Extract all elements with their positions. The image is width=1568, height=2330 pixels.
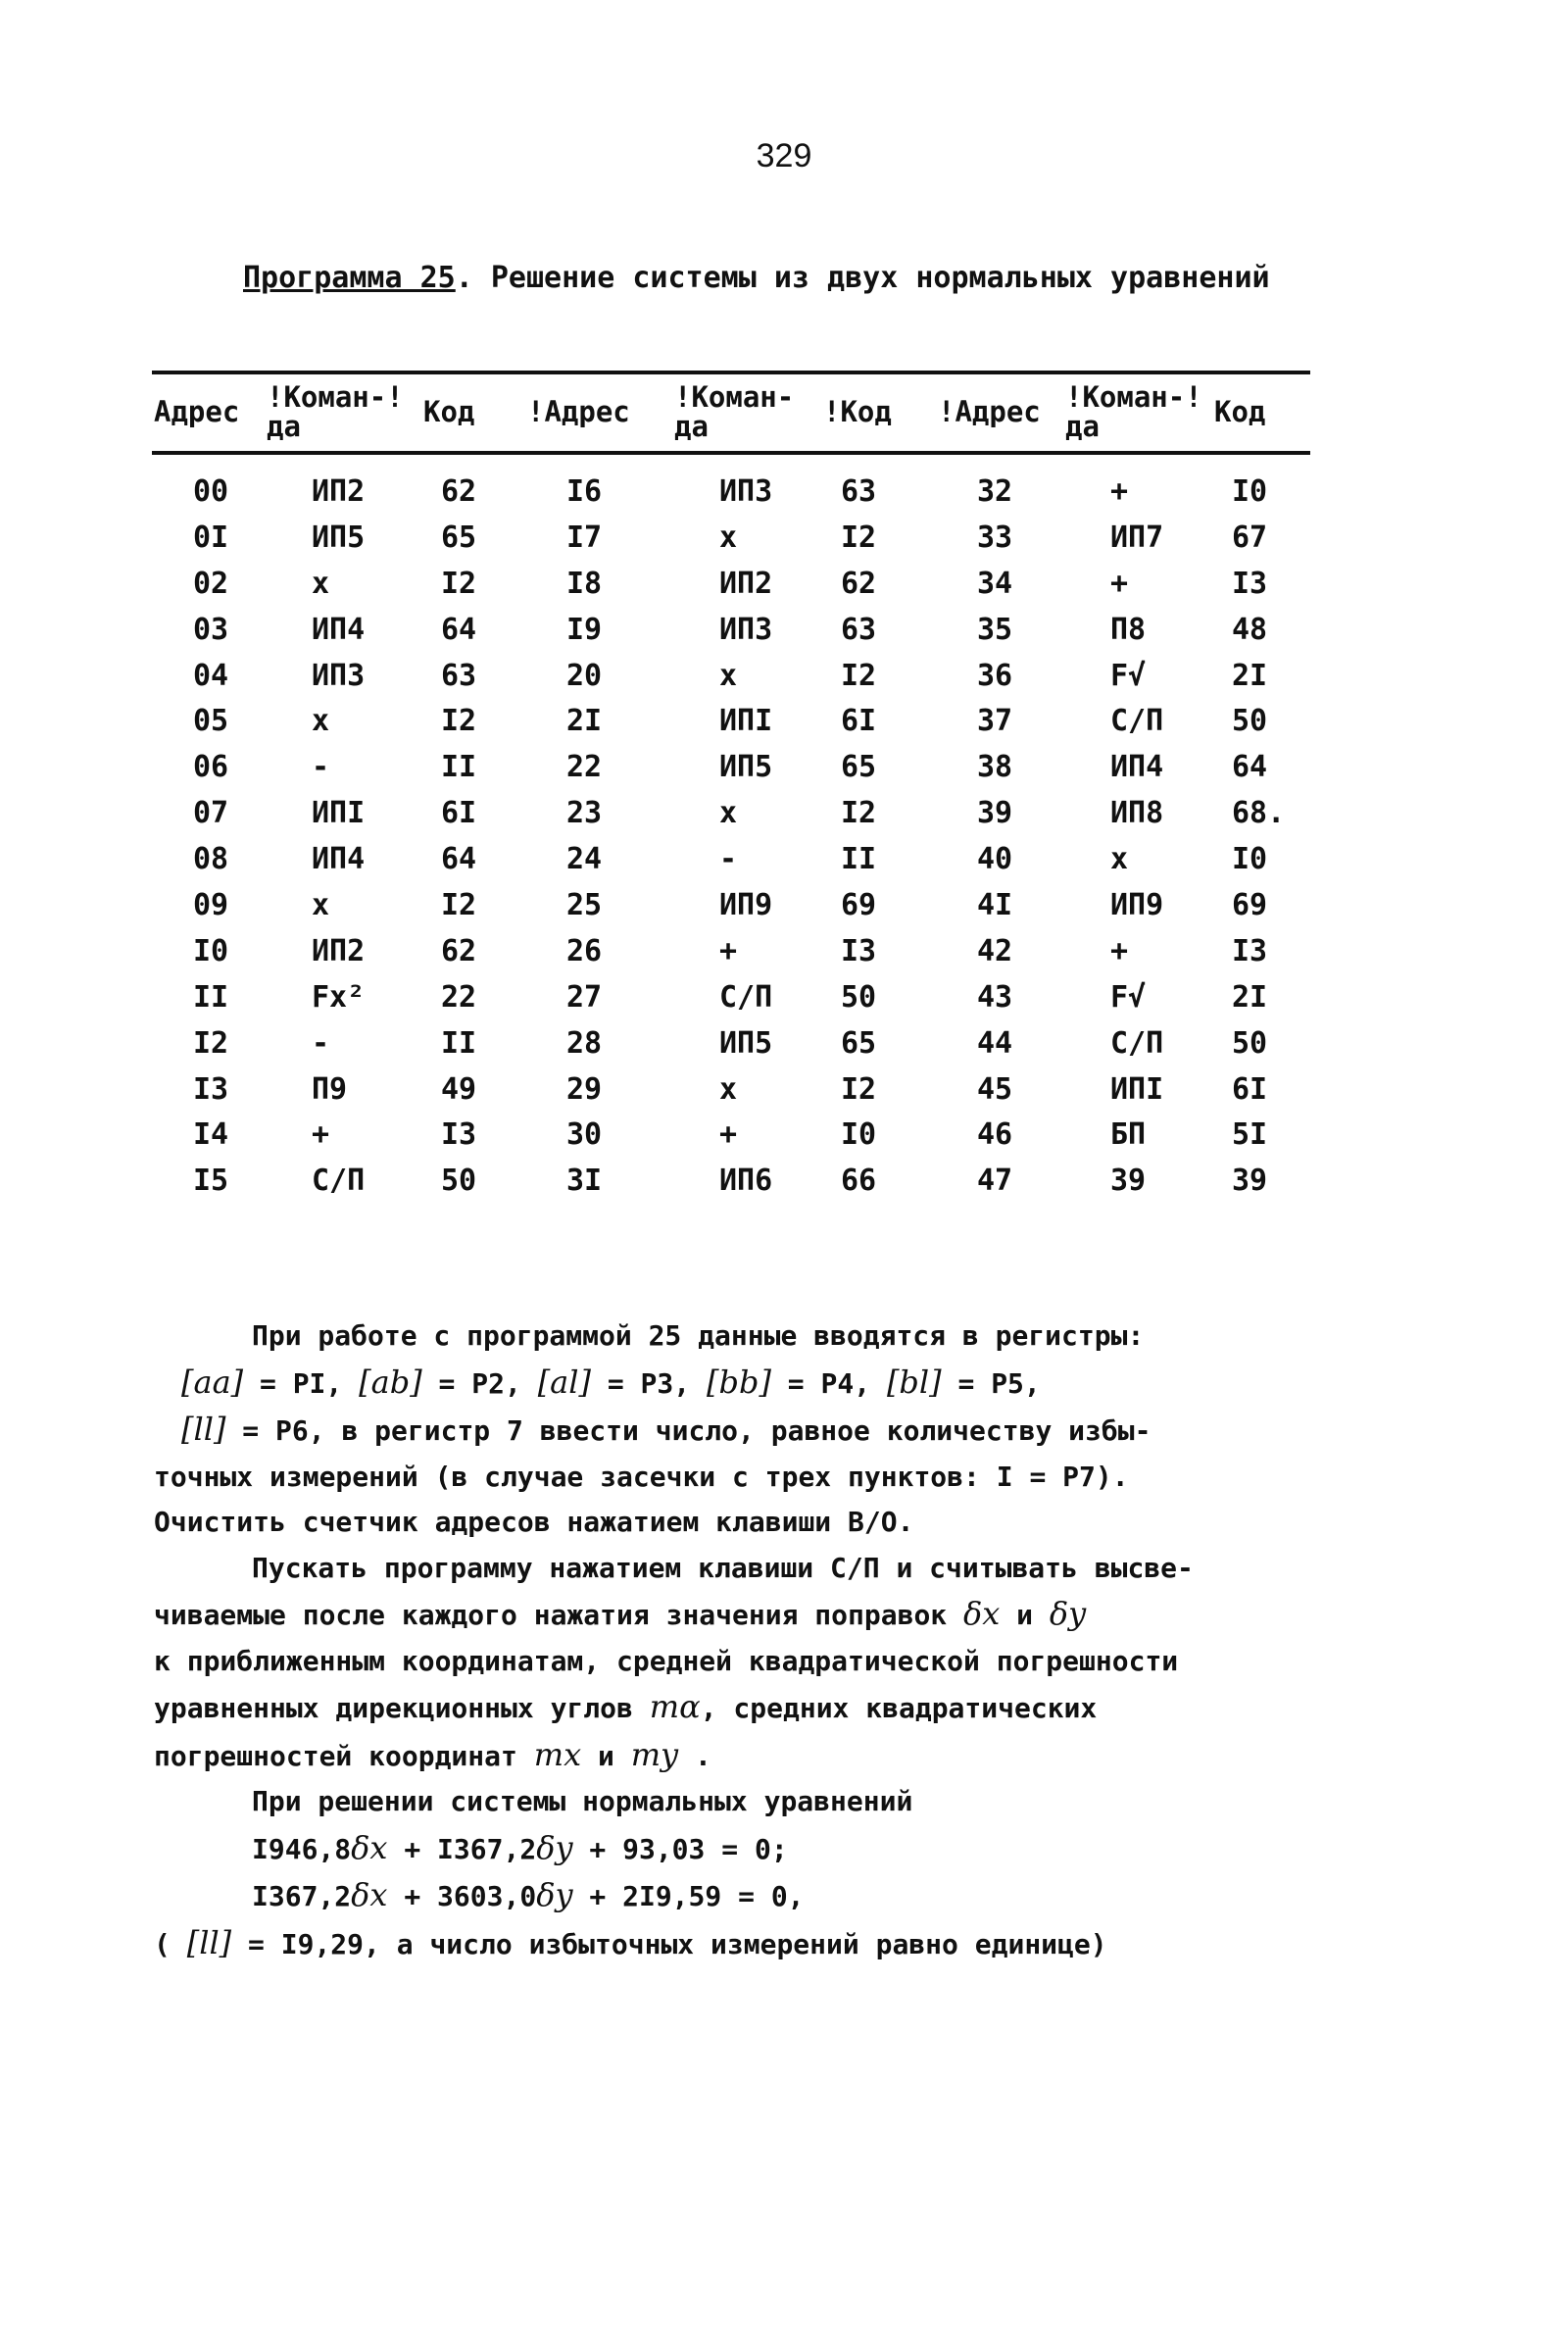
text-run: I946,8 bbox=[252, 1832, 352, 1865]
cell-code: 2I bbox=[1232, 658, 1268, 693]
cell-code: 64 bbox=[441, 612, 477, 647]
sum-ll: [ll] bbox=[181, 1411, 226, 1448]
table-row bbox=[152, 561, 1310, 607]
header-command-bottom: да bbox=[1065, 410, 1100, 443]
cell-command: ИП4 bbox=[312, 612, 366, 647]
cell-command: x bbox=[719, 1071, 738, 1107]
text-run: + I367,2 bbox=[387, 1832, 537, 1865]
table-row bbox=[152, 1158, 1310, 1204]
text-run: уравненных дирекционных углов bbox=[154, 1692, 650, 1724]
text-run: ( bbox=[154, 1927, 187, 1960]
cell-address: 24 bbox=[566, 842, 603, 877]
cell-address: 27 bbox=[566, 979, 603, 1015]
cell-command: ИП7 bbox=[1110, 520, 1164, 555]
cell-code: 50 bbox=[1232, 704, 1268, 739]
cell-command: x bbox=[312, 887, 330, 922]
text-run: . bbox=[678, 1739, 711, 1772]
cell-code: 62 bbox=[441, 933, 477, 968]
table-row bbox=[152, 607, 1310, 653]
cell-code: 48 bbox=[1232, 612, 1268, 647]
cell-command: x bbox=[719, 796, 738, 831]
cell-code: I2 bbox=[841, 520, 877, 555]
cell-address: 35 bbox=[977, 612, 1013, 647]
cell-code: 63 bbox=[841, 612, 877, 647]
table-row bbox=[152, 1066, 1310, 1113]
cell-address: 36 bbox=[977, 658, 1013, 693]
text-run: + 3603,0 bbox=[387, 1880, 537, 1912]
program-table bbox=[152, 371, 1310, 1204]
cell-code: I2 bbox=[841, 796, 877, 831]
cell-command: ИПI bbox=[312, 796, 366, 831]
text-run: погрешностей координат bbox=[154, 1739, 534, 1772]
delta-x: δx bbox=[963, 1595, 1001, 1632]
body-line: Пускать программу нажатием клавиши С/П и считывать высве- bbox=[252, 1551, 1194, 1584]
cell-command: Fx² bbox=[312, 979, 366, 1015]
text-run: = P3, bbox=[590, 1366, 707, 1400]
cell-code: I2 bbox=[841, 1071, 877, 1107]
body-line bbox=[154, 1684, 1330, 1732]
header-address: !Адрес bbox=[938, 395, 1041, 428]
table-header bbox=[152, 372, 1310, 453]
program-caption bbox=[243, 261, 1370, 295]
table-row bbox=[152, 653, 1310, 699]
cell-command: ИП5 bbox=[719, 1025, 773, 1061]
cell-command: ИП3 bbox=[719, 473, 773, 509]
cell-address: 4I bbox=[977, 887, 1013, 922]
delta-x: δx bbox=[351, 1828, 388, 1866]
cell-code: I3 bbox=[441, 1117, 477, 1153]
text-run: и bbox=[1000, 1599, 1050, 1631]
sum-bl: [bl] bbox=[886, 1363, 942, 1401]
cell-address: 30 bbox=[566, 1117, 603, 1153]
cell-address: 25 bbox=[566, 887, 603, 922]
cell-address: 40 bbox=[977, 842, 1013, 877]
cell-code: I3 bbox=[1232, 933, 1268, 968]
cell-command: + bbox=[719, 1117, 738, 1153]
cell-address: 28 bbox=[566, 1025, 603, 1061]
cell-code: 6I bbox=[441, 796, 477, 831]
text-run: , средних квадратических bbox=[700, 1692, 1098, 1724]
cell-code: II bbox=[841, 842, 877, 877]
cell-code: 39 bbox=[1232, 1164, 1268, 1199]
cell-address: 3I bbox=[566, 1164, 603, 1199]
cell-code: 6I bbox=[1232, 1071, 1268, 1107]
m-x: mx bbox=[533, 1735, 582, 1773]
cell-command: + bbox=[312, 1117, 330, 1153]
cell-address: 04 bbox=[193, 658, 229, 693]
cell-address: 08 bbox=[193, 842, 229, 877]
cell-command: + bbox=[1110, 473, 1129, 509]
table-row bbox=[152, 928, 1310, 974]
header-command-top: !Коман- bbox=[674, 380, 795, 414]
text-run: = PI, bbox=[243, 1366, 360, 1400]
cell-address: 47 bbox=[977, 1164, 1013, 1199]
caption-title: . Решение системы из двух нормальных уравнений bbox=[455, 261, 1270, 295]
cell-code: I0 bbox=[1232, 473, 1268, 509]
cell-code: 2I bbox=[1232, 979, 1268, 1015]
cell-code: 5I bbox=[1232, 1117, 1268, 1153]
equation-1 bbox=[154, 1825, 1330, 1873]
cell-command: ИПI bbox=[719, 704, 773, 739]
cell-code: I3 bbox=[1232, 566, 1268, 601]
body-line bbox=[154, 1920, 1330, 1968]
cell-address: I8 bbox=[566, 566, 603, 601]
cell-command: x bbox=[1110, 842, 1129, 877]
header-command-top: !Коман-! bbox=[267, 380, 404, 414]
cell-code: 65 bbox=[441, 520, 477, 555]
cell-command: ИП9 bbox=[1110, 887, 1164, 922]
text-run: + 93,03 = 0; bbox=[572, 1832, 788, 1865]
header-command bbox=[1063, 372, 1212, 453]
cell-command: ИП2 bbox=[719, 566, 773, 601]
caption-program-number: Программа 25 bbox=[243, 261, 456, 295]
header-command-bottom: да bbox=[267, 410, 301, 443]
cell-command: ИП2 bbox=[312, 933, 366, 968]
cell-address: 43 bbox=[977, 979, 1013, 1015]
header-command-top: !Коман-! bbox=[1065, 380, 1202, 414]
body-line bbox=[154, 1732, 1330, 1780]
cell-address: 20 bbox=[566, 658, 603, 693]
cell-address: I7 bbox=[566, 520, 603, 555]
cell-command: + bbox=[1110, 933, 1129, 968]
cell-address: 0I bbox=[193, 520, 229, 555]
cell-code: 67 bbox=[1232, 520, 1268, 555]
delta-x: δx bbox=[351, 1876, 388, 1913]
cell-code: I0 bbox=[841, 1117, 877, 1153]
text-run: = P4, bbox=[770, 1366, 887, 1400]
cell-code: 6I bbox=[841, 704, 877, 739]
cell-command: F√ bbox=[1110, 979, 1147, 1015]
register-line bbox=[154, 1407, 1330, 1455]
cell-address: I6 bbox=[566, 473, 603, 509]
cell-command: БП bbox=[1110, 1117, 1147, 1153]
cell-address: 42 bbox=[977, 933, 1013, 968]
cell-address: 06 bbox=[193, 750, 229, 785]
cell-code: 69 bbox=[841, 887, 877, 922]
cell-command: - bbox=[312, 750, 330, 785]
table-row bbox=[152, 836, 1310, 882]
header-command bbox=[265, 372, 421, 453]
cell-address: 29 bbox=[566, 1071, 603, 1107]
cell-address: 02 bbox=[193, 566, 229, 601]
cell-command: F√ bbox=[1110, 658, 1147, 693]
header-code: !Код bbox=[823, 395, 892, 428]
table-row bbox=[152, 515, 1310, 561]
cell-command: ИП4 bbox=[312, 842, 366, 877]
delta-y: δy bbox=[536, 1876, 573, 1913]
cell-code: 49 bbox=[441, 1071, 477, 1107]
cell-code: 65 bbox=[841, 750, 877, 785]
cell-code: I3 bbox=[841, 933, 877, 968]
cell-command: ИП5 bbox=[312, 520, 366, 555]
cell-address: I4 bbox=[193, 1117, 229, 1153]
cell-address: 03 bbox=[193, 612, 229, 647]
cell-address: 26 bbox=[566, 933, 603, 968]
table-row bbox=[152, 974, 1310, 1020]
header-code: Код bbox=[423, 395, 475, 428]
cell-address: 22 bbox=[566, 750, 603, 785]
cell-command: 39 bbox=[1110, 1164, 1147, 1199]
cell-address: 46 bbox=[977, 1117, 1013, 1153]
cell-command: С/П bbox=[1110, 704, 1164, 739]
cell-command: С/П bbox=[1110, 1025, 1164, 1061]
cell-code: I2 bbox=[841, 658, 877, 693]
cell-code: I2 bbox=[441, 566, 477, 601]
cell-code: 50 bbox=[841, 979, 877, 1015]
cell-code: 69 bbox=[1232, 887, 1268, 922]
page-number: 329 bbox=[756, 137, 812, 174]
cell-code: 68. bbox=[1232, 796, 1286, 831]
text-run: + 2I9,59 = 0, bbox=[572, 1880, 805, 1912]
cell-code: II bbox=[441, 750, 477, 785]
equation-2 bbox=[154, 1872, 1330, 1920]
sum-al: [al] bbox=[537, 1363, 591, 1401]
body-line: При решении системы нормальных уравнений bbox=[252, 1785, 913, 1817]
table-row bbox=[152, 1112, 1310, 1158]
sum-bb: [bb] bbox=[706, 1363, 771, 1401]
header-address: Адрес bbox=[154, 395, 240, 428]
cell-command: ИПI bbox=[1110, 1071, 1164, 1107]
cell-address: 38 bbox=[977, 750, 1013, 785]
cell-command: П8 bbox=[1110, 612, 1147, 647]
cell-code: I2 bbox=[441, 704, 477, 739]
m-y: my bbox=[630, 1735, 679, 1773]
cell-code: 65 bbox=[841, 1025, 877, 1061]
cell-command: x bbox=[312, 704, 330, 739]
cell-code: I2 bbox=[441, 887, 477, 922]
cell-address: II bbox=[193, 979, 229, 1015]
body-line: к приближенным координатам, средней квадратической погрешности bbox=[154, 1644, 1179, 1677]
cell-command: С/П bbox=[719, 979, 773, 1015]
cell-code: 66 bbox=[841, 1164, 877, 1199]
cell-command: ИП2 bbox=[312, 473, 366, 509]
header-code: Код bbox=[1214, 395, 1266, 428]
cell-command: ИП6 bbox=[719, 1164, 773, 1199]
cell-code: 63 bbox=[441, 658, 477, 693]
cell-address: I3 bbox=[193, 1071, 229, 1107]
text-run: = P6, в регистр 7 ввести число, равное количеству избы- bbox=[225, 1414, 1152, 1447]
cell-command: - bbox=[312, 1025, 330, 1061]
table-row bbox=[152, 882, 1310, 928]
table-body bbox=[152, 453, 1310, 1204]
table-row bbox=[152, 744, 1310, 790]
cell-address: 07 bbox=[193, 796, 229, 831]
register-line bbox=[154, 1360, 1330, 1408]
cell-command: + bbox=[1110, 566, 1129, 601]
header-command bbox=[672, 372, 821, 453]
text-run: = P5, bbox=[941, 1366, 1041, 1400]
cell-code: 64 bbox=[441, 842, 477, 877]
cell-code: 64 bbox=[1232, 750, 1268, 785]
cell-address: 33 bbox=[977, 520, 1013, 555]
cell-address: 05 bbox=[193, 704, 229, 739]
cell-command: ИП5 bbox=[719, 750, 773, 785]
cell-command: x bbox=[719, 658, 738, 693]
cell-address: 32 bbox=[977, 473, 1013, 509]
header-address: !Адрес bbox=[527, 395, 630, 428]
cell-address: 37 bbox=[977, 704, 1013, 739]
cell-command: ИП9 bbox=[719, 887, 773, 922]
cell-address: 34 bbox=[977, 566, 1013, 601]
delta-y: δy bbox=[1049, 1595, 1087, 1632]
table-row bbox=[152, 453, 1310, 515]
sum-aa: [aa] bbox=[181, 1363, 244, 1401]
table-row bbox=[152, 698, 1310, 744]
cell-code: 50 bbox=[441, 1164, 477, 1199]
cell-command: ИП3 bbox=[312, 658, 366, 693]
text-run: I367,2 bbox=[252, 1880, 352, 1912]
text-run: = P2, bbox=[421, 1366, 538, 1400]
cell-command: ИП4 bbox=[1110, 750, 1164, 785]
intro-line: При работе с программой 25 данные вводятся в регистры: bbox=[252, 1319, 1145, 1352]
text-run: = I9,29, а число избыточных измерений равно единице) bbox=[231, 1927, 1107, 1960]
table-row bbox=[152, 1020, 1310, 1066]
cell-command: - bbox=[719, 842, 738, 877]
cell-address: I2 bbox=[193, 1025, 229, 1061]
body-line: точных измерений (в случае засечки с трех пунктов: I = P7). bbox=[154, 1460, 1129, 1493]
body-line: Очистить счетчик адресов нажатием клавиши В/О. bbox=[154, 1506, 914, 1538]
cell-command: x bbox=[719, 520, 738, 555]
cell-code: 22 bbox=[441, 979, 477, 1015]
cell-address: 45 bbox=[977, 1071, 1013, 1107]
cell-command: С/П bbox=[312, 1164, 366, 1199]
cell-command: П9 bbox=[312, 1071, 348, 1107]
cell-address: 09 bbox=[193, 887, 229, 922]
cell-code: II bbox=[441, 1025, 477, 1061]
cell-code: 50 bbox=[1232, 1025, 1268, 1061]
cell-command: ИП8 bbox=[1110, 796, 1164, 831]
cell-address: I0 bbox=[193, 933, 229, 968]
table-row bbox=[152, 790, 1310, 836]
cell-address: I5 bbox=[193, 1164, 229, 1199]
cell-command: + bbox=[719, 933, 738, 968]
cell-code: 62 bbox=[441, 473, 477, 509]
cell-address: 44 bbox=[977, 1025, 1013, 1061]
body-line bbox=[154, 1591, 1330, 1639]
cell-command: x bbox=[312, 566, 330, 601]
instructions bbox=[154, 1314, 1330, 1967]
sum-ab: [ab] bbox=[359, 1363, 422, 1401]
cell-command: ИП3 bbox=[719, 612, 773, 647]
cell-address: 00 bbox=[193, 473, 229, 509]
cell-code: I0 bbox=[1232, 842, 1268, 877]
cell-address: 23 bbox=[566, 796, 603, 831]
text-run: чиваемые после каждого нажатия значения поправок bbox=[154, 1599, 964, 1631]
cell-code: 62 bbox=[841, 566, 877, 601]
cell-address: I9 bbox=[566, 612, 603, 647]
header-command-bottom: да bbox=[674, 410, 709, 443]
cell-address: 39 bbox=[977, 796, 1013, 831]
cell-address: 2I bbox=[566, 704, 603, 739]
cell-code: 63 bbox=[841, 473, 877, 509]
sum-ll: [ll] bbox=[186, 1923, 232, 1961]
m-alpha: mα bbox=[649, 1688, 701, 1725]
text-run: и bbox=[581, 1739, 631, 1772]
delta-y: δy bbox=[536, 1828, 573, 1866]
